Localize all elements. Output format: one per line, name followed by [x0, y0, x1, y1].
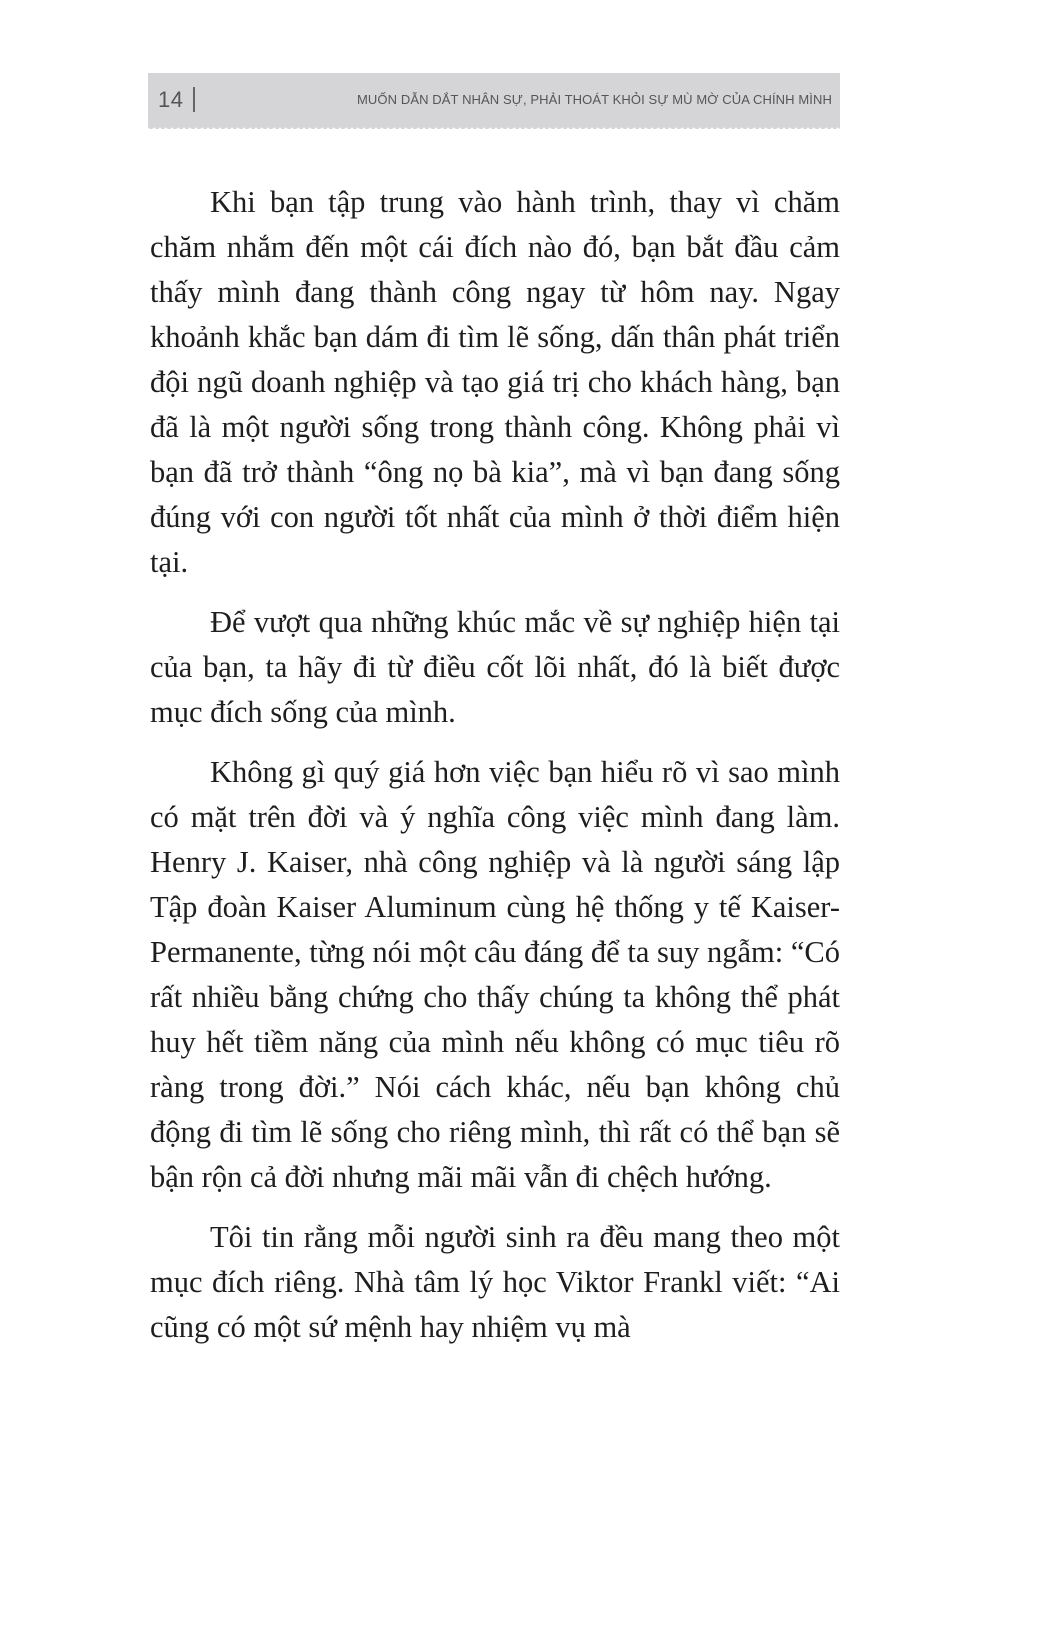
header-divider — [193, 87, 195, 112]
paragraph: Để vượt qua những khúc mắc về sự nghiệp hiện tại của bạn, ta hãy đi từ điều cốt lõi nhất, đó là biết được mục đích sống của mình. — [150, 605, 840, 729]
paragraph: Khi bạn tập trung vào hành trình, thay vì chăm chăm nhắm đến một cái đích nào đó, bạn bắt đầu cảm thấy mình đang thành công ngay từ hôm nay. Ngay khoảnh khắc bạn dám đi tìm lẽ sống, dấn thân phát triển đội ngũ doanh nghiệp và tạo giá trị cho khách hàng, bạn đã là một người sống trong thành công. Không phải vì bạn đã trở thành “ông nọ bà kia”, mà vì bạn đang sống đúng với con người tốt nhất của mình ở thời điểm hiện tại. — [150, 185, 840, 579]
running-header — [148, 73, 840, 126]
page-body — [150, 180, 840, 1365]
paragraph: Không gì quý giá hơn việc bạn hiểu rõ vì sao mình có mặt trên đời và ý nghĩa công việc mình đang làm. Henry J. Kaiser, nhà công nghiệp và là người sáng lập Tập đoàn Kaiser Aluminum cùng hệ thống y tế Kaiser-Permanente, từng nói một câu đáng để ta suy ngẫm: “Có rất nhiều bằng chứng cho thấy chúng ta không thể phát huy hết tiềm năng của mình nếu không có mục tiêu rõ ràng trong đời.” Nói cách khác, nếu bạn không chủ động đi tìm lẽ sống cho riêng mình, thì rất có thể bạn sẽ bận rộn cả đời nhưng mãi mãi vẫn đi chệch hướng. — [150, 755, 840, 1194]
running-title: MUỐN DẪN DẮT NHÂN SỰ, PHẢI THOÁT KHỎI SỰ MÙ MỜ CỦA CHÍNH MÌNH — [357, 92, 832, 107]
page-number: 14 — [158, 87, 184, 112]
paragraph: Tôi tin rằng mỗi người sinh ra đều mang theo một mục đích riêng. Nhà tâm lý học Viktor Frankl viết: “Ai cũng có một sứ mệnh hay nhiệm vụ mà — [150, 1220, 840, 1344]
